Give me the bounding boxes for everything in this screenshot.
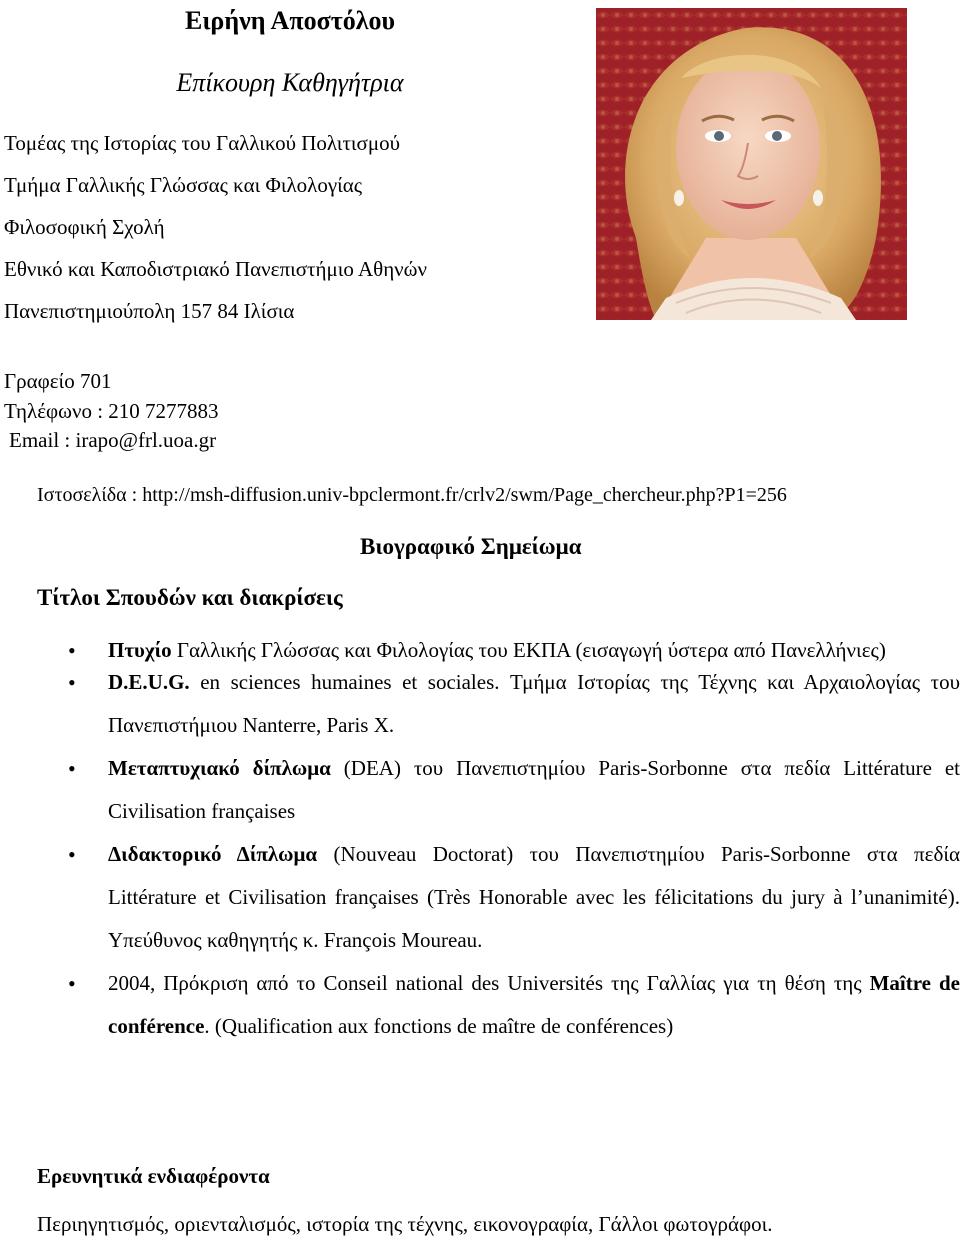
address-line-school: Φιλοσοφική Σχολή [4,215,165,239]
list-item [0,962,960,1048]
degree-label: Διδακτορικό Δίπλωμα [108,842,318,866]
degree-description: (Nouveau Doctorat) του Πανεπιστημίου Paris-Sorbonne στα πεδία Littérature et Civilisation françaises (Très Honorable avec les félicitations du jury à l’unanimité). Υπεύθυνος καθηγητής κ. François Moureau. [108,842,960,952]
distinction-prefix: 2004, Πρόκριση από το Conseil national des Universités της Γαλλίας για τη θέση της [108,971,870,995]
studies-heading: Τίτλοι Σπουδών και διακρίσεις [37,585,343,610]
degree-description: (DEA) του Πανεπιστημίου Paris-Sorbonne στα πεδία Littérature et Civilisation françaises [108,756,960,823]
email-address[interactable]: Email : irapo@frl.uoa.gr [9,428,217,452]
degree-label: Μεταπτυχιακό δίπλωμα [108,756,331,780]
address-line-department: Τμήμα Γαλλικής Γλώσσας και Φιλολογίας [4,173,363,197]
phone-number: Τηλέφωνο : 210 7277883 [4,399,219,423]
research-interests: Περιηγητισμός, οριενταλισμός, ιστορία της τέχνης, εικονογραφία, Γάλλοι φωτογράφοι. [37,1212,773,1236]
profile-photo [596,8,907,320]
research-heading: Ερευνητικά ενδιαφέροντα [37,1164,270,1188]
studies-list [0,636,960,1048]
degree-label: Πτυχίο [108,638,172,662]
website-link[interactable]: Ιστοσελίδα : http://msh-diffusion.univ-bpclermont.fr/crlv2/swm/Page_chercheur.php?P1=256 [37,484,787,506]
list-item [0,661,960,747]
person-name: Ειρήνη Αποστόλου [185,6,395,35]
list-item [0,833,960,962]
degree-description: Γαλλικής Γλώσσας και Φιλολογίας του ΕΚΠΑ (εισαγωγή ύστερα από Πανελλήνιες) [171,638,886,662]
degree-description: . (Qualification aux fonctions de maître de conférences) [204,1014,674,1038]
office-number: Γραφείο 701 [4,369,112,393]
academic-title: Επίκουρη Καθηγήτρια [176,68,404,97]
address-line-university: Εθνικό και Καποδιστριακό Πανεπιστήμιο Αθηνών [4,257,427,281]
address-line-department-sector: Τομέας της Ιστορίας του Γαλλικού Πολιτισμού [4,131,401,155]
address-line-campus: Πανεπιστημιούπολη 157 84 Ιλίσια [4,299,295,323]
degree-label: Maître de conférence [108,971,960,1038]
degree-description: en sciences humaines et sociales. Τμήμα Ιστορίας της Τέχνης και Αρχαιολογίας του Πανεπιστήμιου Nanterre, Paris X. [108,670,960,737]
list-item [0,747,960,833]
degree-label: D.E.U.G. [108,670,190,694]
bio-heading: Βιογραφικό Σημείωμα [360,534,582,559]
